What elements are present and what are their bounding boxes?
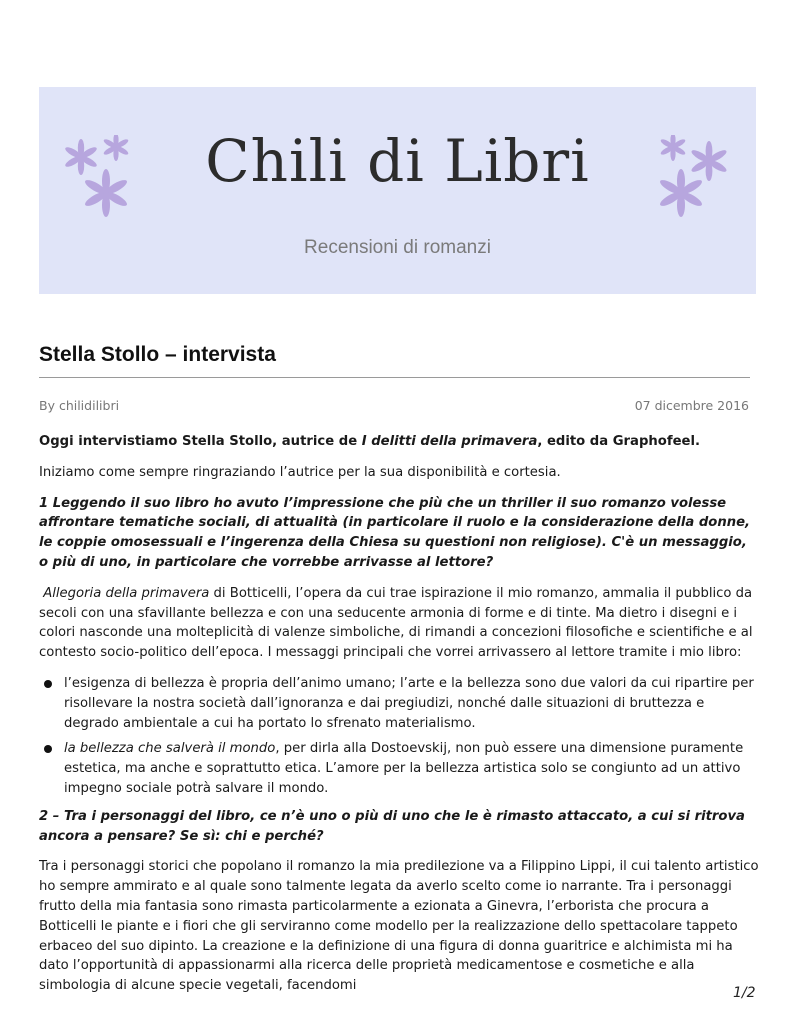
bullet-icon (44, 680, 52, 688)
intro-paragraph: Oggi intervistiamo Stella Stollo, autrice de I delitti della primavera, edito da Graphofeel. (39, 434, 701, 449)
messages-list (39, 674, 759, 799)
question-2: 2 – Tra i personaggi del libro, ce n’è uno o più di uno che le è rimasto attaccato, a cui si ritrova ancora a pensare? Se sì: chi e perché? (39, 808, 745, 844)
blog-banner (39, 87, 756, 294)
post-date: 07 dicembre 2016 (634, 398, 749, 413)
blog-title: Chili di Libri (205, 127, 590, 195)
answer-1: Allegoria della primavera di Botticelli, l’opera da cui trae ispirazione il mio romanzo, ammalia il pubblico da secoli con una sfavillante bellezza e con una seducente armonia di forme e di tinte. Ma dietro i disegni e i colori nasconde una molteplicità di valenze simboliche, di rimandi a concezioni filosofiche e scientifiche e al contesto socio-politico dell’epoca. I messaggi principali che vorrei arrivassero al lettore tramite i mio libro: (39, 585, 753, 661)
blog-subtitle: Recensioni di romanzi (304, 237, 491, 258)
question-1: 1 Leggendo il suo libro ho avuto l’impressione che più che un thriller il suo romanzo volesse affrontare tematiche sociali, di attualità (in particolare il ruolo e la considerazione della donne, le coppie omosessuali e l’ingerenza della Chiesa su questioni non religiose). C'è un messaggio, o più di uno, in particolare che vorrebbe arrivasse al lettore? (39, 495, 751, 570)
thanks-paragraph: Iniziamo come sempre ringraziando l’autrice per la sua disponibilità e cortesia. (39, 464, 561, 480)
post-title: Stella Stollo – intervista (39, 343, 276, 366)
bullet-icon (44, 745, 52, 753)
list-item: l’esigenza di bellezza è propria dell’animo umano; l’arte e la bellezza sono due valori da cui ripartire per risollevare la nostra società dall’ignoranza e dai pregiudizi, nonché dalle situazioni di bruttezza e degrado ambientale a cui ha portato lo sfrenato materialismo. (39, 674, 759, 733)
answer-2: Tra i personaggi storici che popolano il romanzo la mia predilezione va a Filippino Lippi, il cui talento artistico ho sempre ammirato e al quale sono talmente legata da averlo scelto come io narrante. Tra i personaggi frutto della mia fantasia sono rimasta particolarmente a ezionata a Ginevra, l’erborista che procura a Botticelli le piante e i fiori che gli serviranno come modello per la realizzazione dello spettacolare tappeto erbaceo del suo dipinto. La creazione e la definizione di una figura di donna guaritrice e alchimista mi ha dato l’opportunità di appassionarmi alla ricerca delle proprietà medicamentose e cosmetiche e alla simbologia di alcune specie vegetali, facendomi (39, 859, 759, 994)
page-number: 1/2 (733, 985, 756, 1001)
book-title: I delitti della primavera (361, 434, 538, 449)
list-item: la bellezza che salverà il mondo, per dirla alla Dostoevskij, non può essere una dimensione puramente estetica, ma anche e soprattutto etica. L’amore per la bellezza artistica solo se congiunto ad un attivo impegno sociale potrà salvare il mondo. (39, 739, 759, 798)
title-divider (39, 377, 750, 378)
post-body (39, 432, 759, 1007)
post-author: By chilidilibri (39, 398, 120, 413)
flower-decoration-icon (657, 135, 737, 225)
